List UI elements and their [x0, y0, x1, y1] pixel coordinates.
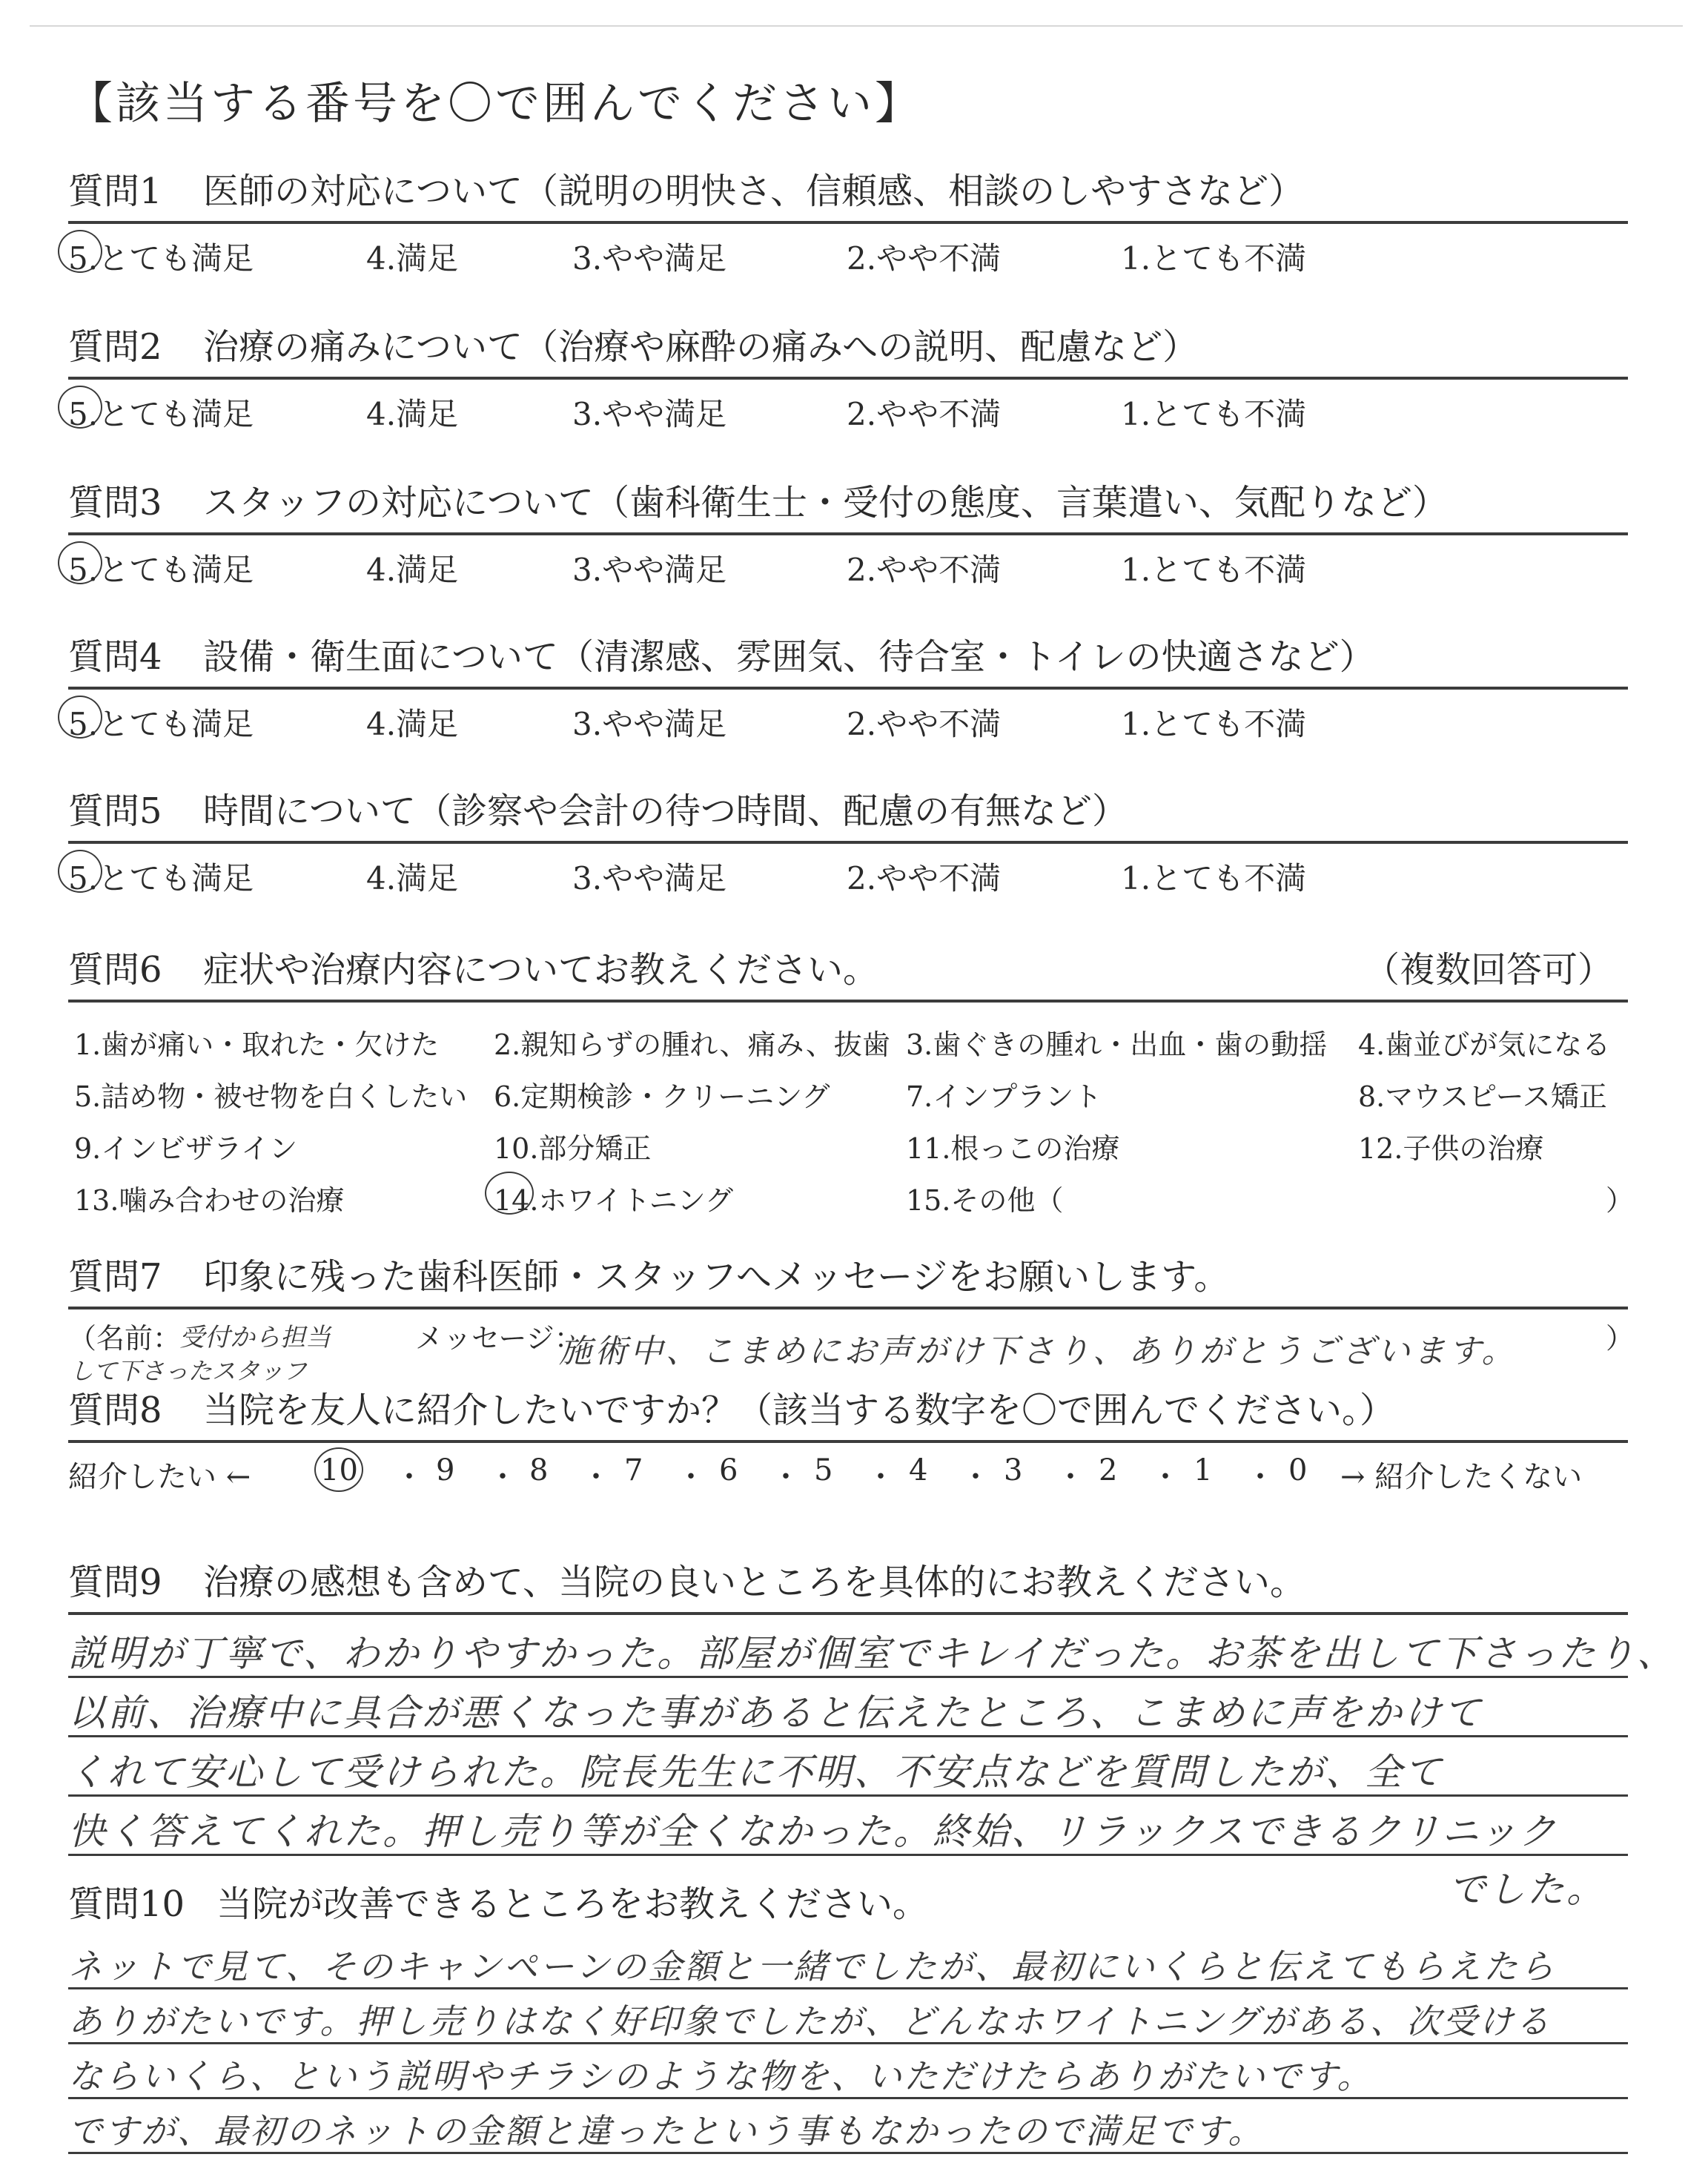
question-5 [68, 782, 1628, 902]
message-value[interactable]: 施術中、こまめにお声がけ下さり、ありがとうございます。 [559, 1332, 1517, 1370]
question-6 [68, 940, 1635, 1217]
option-1[interactable]: 1.とても不満 [1121, 240, 1307, 277]
option-2[interactable]: 2.やや不満 [847, 552, 1002, 588]
symptom-option[interactable]: 8.マウスピース矯正 [1358, 1080, 1607, 1113]
scale-dot: ・ [488, 1460, 517, 1494]
scale-8[interactable]: 8 [529, 1453, 549, 1487]
question-number: 質問3 [68, 482, 162, 524]
answer-line: 説明が丁寧で、わかりやすかった。部屋が個室でキレイだった。お茶を出して下さったり、 [68, 1632, 1676, 1675]
scale-2[interactable]: 2 [1099, 1453, 1118, 1487]
scale-right-label: → 紹介したくない [1340, 1460, 1583, 1494]
rating-options [68, 690, 1628, 747]
multiple-answer-note: （複数回答可） [1363, 949, 1613, 991]
scale-left-label: 紹介したい ← [68, 1460, 251, 1494]
scale-10[interactable]: 10 [320, 1453, 358, 1487]
option-1[interactable]: 1.とても不満 [1121, 396, 1307, 432]
scale-0[interactable]: 0 [1288, 1453, 1308, 1487]
option-4[interactable]: 4.満足 [366, 396, 459, 432]
improvement-answer [68, 1934, 1628, 2156]
answer-line: でした。 [1449, 1868, 1606, 1911]
question-number: 質問2 [68, 326, 162, 368]
option-4[interactable]: 4.満足 [366, 860, 459, 896]
scale-dot: ・ [581, 1460, 611, 1494]
scale-4[interactable]: 4 [909, 1453, 928, 1487]
question-number: 質問6 [68, 949, 162, 991]
question-text: 当院が改善できるところをお教えください。 [216, 1883, 929, 1925]
staff-message [68, 1309, 1635, 1385]
symptom-option[interactable]: 1.歯が痛い・取れた・欠けた [74, 1028, 440, 1061]
question-number: 質問9 [68, 1562, 162, 1603]
symptom-option[interactable]: 3.歯ぐきの腫れ・出血・歯の動揺 [906, 1028, 1328, 1061]
option-3[interactable]: 3.やや満足 [572, 706, 727, 742]
symptom-option[interactable]: 2.親知らずの腫れ、痛み、抜歯 [494, 1028, 890, 1061]
symptom-option[interactable]: 15.その他（ [906, 1184, 1064, 1217]
symptom-option[interactable]: 7.インプラント [906, 1080, 1102, 1113]
option-5[interactable]: 5.とても満足 [68, 860, 254, 896]
symptom-option[interactable]: 10.部分矯正 [494, 1132, 652, 1165]
question-number: 質問8 [68, 1390, 162, 1431]
scale-9[interactable]: 9 [436, 1453, 455, 1487]
symptom-option[interactable]: 11.根っこの治療 [906, 1132, 1120, 1165]
question-4 [68, 627, 1628, 747]
option-2[interactable]: 2.やや不満 [847, 706, 1002, 742]
scale-dot: ・ [394, 1460, 424, 1494]
scale-3[interactable]: 3 [1004, 1453, 1023, 1487]
answer-line: 以前、治療中に具合が悪くなった事があると伝えたところ、こまめに声をかけて [68, 1691, 1483, 1734]
option-1[interactable]: 1.とても不満 [1121, 860, 1307, 896]
answer-line: ありがたいです。押し売りはなく好印象でしたが、どんなホワイトニングがある、次受ける [68, 2001, 1552, 2041]
name-value[interactable]: 受付から担当 [179, 1323, 331, 1353]
scale-dot: ・ [1056, 1460, 1085, 1494]
page-title: 【該当する番号を〇で囲んでください】 [68, 78, 922, 130]
question-text: スタッフの対応について（歯科衛生士・受付の態度、言葉遣い、気配りなど） [203, 482, 1449, 524]
option-3[interactable]: 3.やや満足 [572, 396, 727, 432]
name-label: （名前： [68, 1322, 182, 1355]
question-text: 設備・衛生面について（清潔感、雰囲気、待合室・トイレの快適さなど） [203, 636, 1375, 678]
scale-7[interactable]: 7 [624, 1453, 643, 1487]
answer-line: ならいくら、という説明やチラシのような物を、いただけたらありがたいです。 [68, 2056, 1374, 2096]
option-4[interactable]: 4.満足 [366, 240, 459, 277]
rating-options [68, 535, 1628, 593]
top-divider [30, 25, 1683, 27]
rating-options [68, 380, 1628, 437]
question-number: 質問1 [68, 171, 162, 212]
question-3 [68, 473, 1628, 593]
scale-dot: ・ [866, 1460, 896, 1494]
other-close-paren: ） [1606, 1184, 1635, 1217]
answer-line: ですが、最初のネットの金額と違ったという事もなかったので満足です。 [68, 2111, 1265, 2151]
option-1[interactable]: 1.とても不満 [1121, 552, 1307, 588]
option-3[interactable]: 3.やや満足 [572, 860, 727, 896]
question-number: 質問4 [68, 636, 162, 678]
option-5[interactable]: 5.とても満足 [68, 706, 254, 742]
question-text: 当院を友人に紹介したいですか？（該当する数字を〇で囲んでください。） [203, 1390, 1396, 1431]
question-1 [68, 162, 1628, 282]
question-7 [68, 1247, 1635, 1385]
option-2[interactable]: 2.やや不満 [847, 860, 1002, 896]
scale-dot: ・ [676, 1460, 706, 1494]
option-5[interactable]: 5.とても満足 [68, 552, 254, 588]
scale-dot: ・ [961, 1460, 990, 1494]
option-3[interactable]: 3.やや満足 [572, 552, 727, 588]
question-text: 時間について（診察や会計の待つ時間、配慮の有無など） [203, 790, 1128, 832]
symptom-option[interactable]: 6.定期検診・クリーニング [494, 1080, 830, 1113]
question-number: 質問5 [68, 790, 162, 832]
symptom-option[interactable]: 14.ホワイトニング [494, 1184, 734, 1217]
symptom-option[interactable]: 5.詰め物・被せ物を白くしたい [74, 1080, 468, 1113]
question-text: 治療の痛みについて（治療や麻酔の痛みへの説明、配慮など） [203, 326, 1199, 368]
name-value-line2: して下さったスタッフ [70, 1357, 308, 1385]
question-text: 印象に残った歯科医師・スタッフへメッセージをお願いします。 [203, 1256, 1230, 1298]
symptom-option[interactable]: 13.噛み合わせの治療 [74, 1184, 345, 1217]
question-number: 質問10 [68, 1883, 185, 1925]
question-text: 医師の対応について（説明の明快さ、信頼感、相談のしやすさなど） [203, 171, 1305, 212]
symptom-option[interactable]: 4.歯並びが気になる [1358, 1028, 1611, 1061]
option-5[interactable]: 5.とても満足 [68, 396, 254, 432]
symptom-checklist [68, 1003, 1635, 1217]
rating-options [68, 844, 1628, 902]
question-text: 症状や治療内容についてお教えください。 [203, 949, 879, 991]
rating-options [68, 224, 1628, 282]
symptom-option[interactable]: 9.インビザライン [74, 1132, 298, 1165]
option-3[interactable]: 3.やや満足 [572, 240, 727, 277]
option-4[interactable]: 4.満足 [366, 552, 459, 588]
option-1[interactable]: 1.とても不満 [1121, 706, 1307, 742]
message-close-paren: ） [1606, 1322, 1635, 1355]
question-10 [68, 1875, 1628, 2156]
symptom-option[interactable]: 12.子供の治療 [1358, 1132, 1544, 1165]
question-8 [68, 1381, 1628, 1495]
answer-line: ネットで見て、そのキャンペーンの金額と一緒でしたが、最初にいくらと伝えてもらえたら [68, 1946, 1557, 1986]
question-text: 治療の感想も含めて、当院の良いところを具体的にお教えください。 [203, 1562, 1306, 1603]
scale-dot: ・ [1245, 1460, 1275, 1494]
scale-dot: ・ [771, 1460, 801, 1494]
question-number: 質問7 [68, 1256, 162, 1298]
answer-line: 快く答えてくれた。押し売り等が全くなかった。終始、リラックスできるクリニック [68, 1810, 1558, 1853]
scale-5[interactable]: 5 [814, 1453, 833, 1487]
option-4[interactable]: 4.満足 [366, 706, 459, 742]
option-5[interactable]: 5.とても満足 [68, 240, 254, 277]
option-2[interactable]: 2.やや不満 [847, 240, 1002, 277]
message-label: メッセージ： [415, 1322, 583, 1355]
recommend-scale [68, 1443, 1628, 1495]
option-2[interactable]: 2.やや不満 [847, 396, 1002, 432]
answer-line: くれて安心して受けられた。院長先生に不明、不安点などを質問したが、全て [68, 1751, 1443, 1794]
scale-dot: ・ [1151, 1460, 1180, 1494]
scale-6[interactable]: 6 [719, 1453, 738, 1487]
scale-1[interactable]: 1 [1194, 1453, 1213, 1487]
question-2 [68, 317, 1628, 437]
